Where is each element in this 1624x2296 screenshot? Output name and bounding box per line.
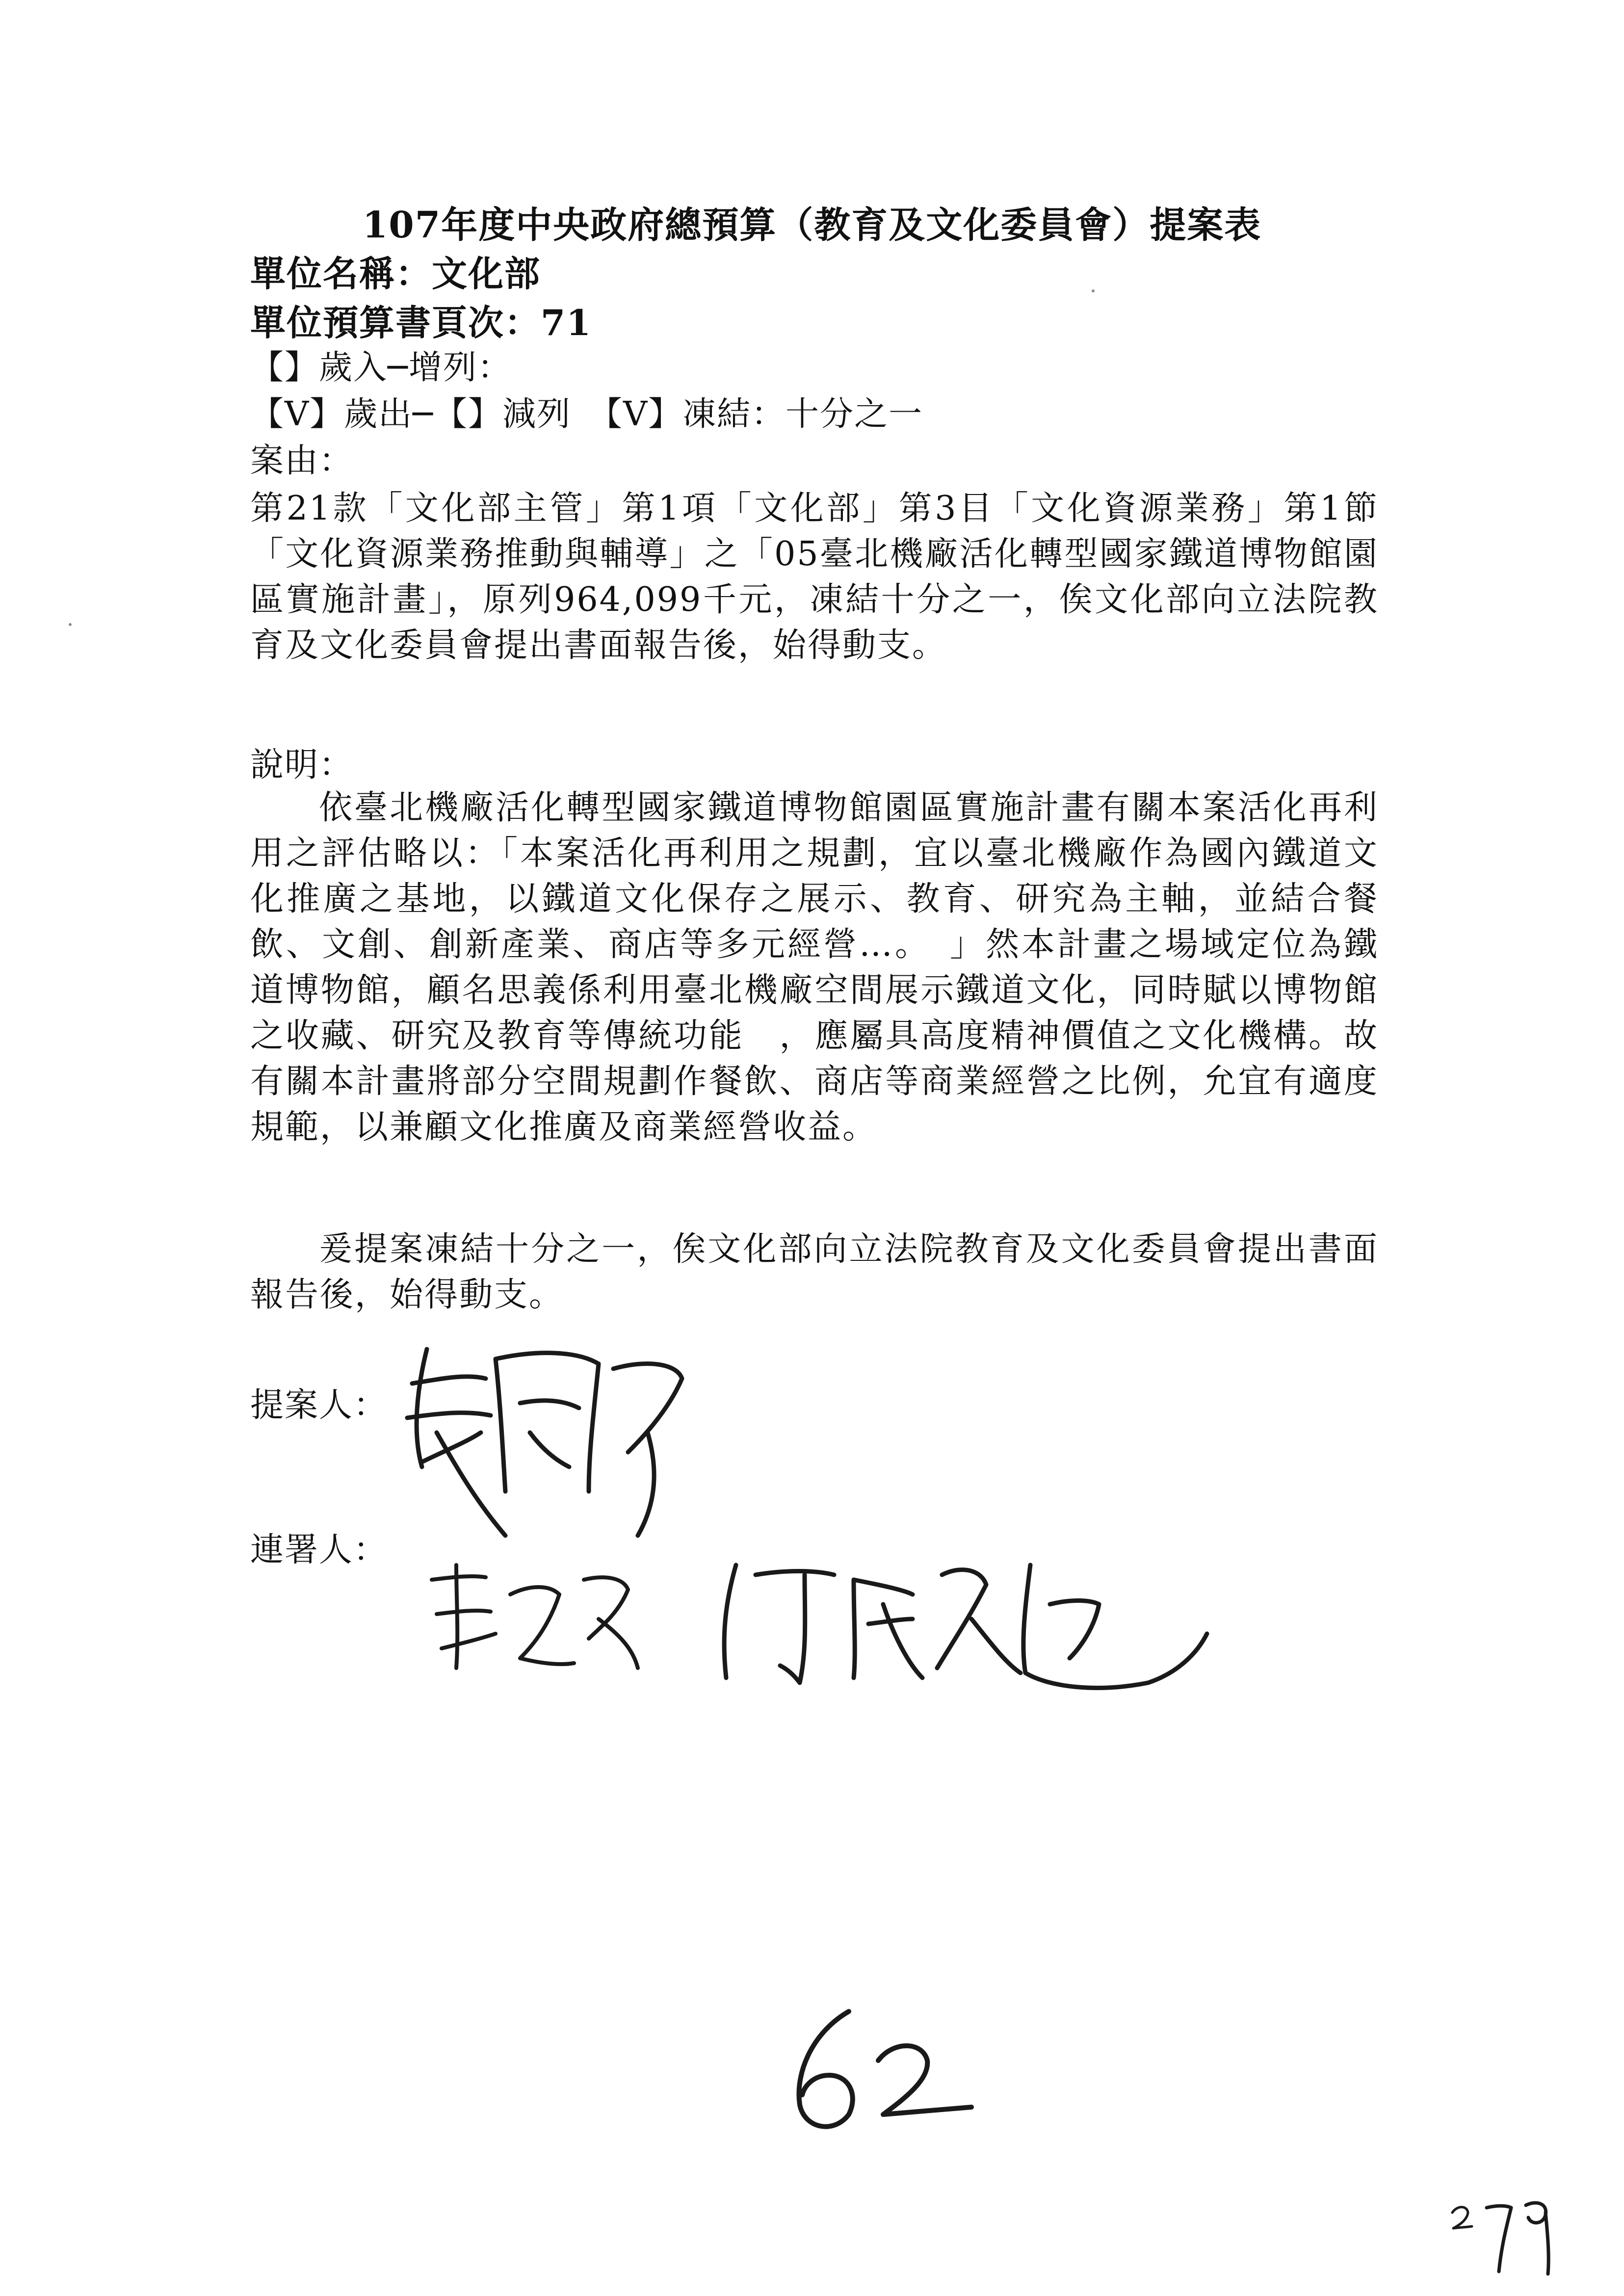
- unit-page: 單位預算書頁次：71: [250, 302, 592, 343]
- explanation-paragraph-2: 爰提案凍結十分之一，俟文化部向立法院教育及文化委員會提出書面報告後，始得動支。: [250, 1230, 1379, 1314]
- handwritten-corner-number: [1447, 2198, 1560, 2276]
- proposer-label: 提案人：: [250, 1386, 388, 1425]
- explanation-paragraph-1: 依臺北機廠活化轉型國家鐵道博物館園區實施計畫有關本案活化再利用之評估略以：「本案活化再利用之規劃，宜以臺北機廠作為國內鐵道文化推廣之基地，以鐵道文化保存之展示、教育、研究為主軸，並結合餐飲、文創、創新產業、商店等多元經營…。 」然本計畫之場域定位為鐵道博物館，顧名思義係利用臺北機廠空間展示鐵道文化，同時賦以博物館之收藏、研究及教育等傳統功能 ，應屬具高度精神價值之文化機構。故有關本計畫將部分空間規劃作餐飲、商店等商業經營之比例，允宜有適度規範，以兼顧文化推廣及商業經營收益。: [250, 788, 1379, 1147]
- handwritten-page-number: [775, 2002, 981, 2139]
- proposer-signature: [383, 1305, 756, 1560]
- scan-speck: [69, 623, 72, 626]
- cosigner-signature-1: [422, 1550, 677, 1697]
- expenditure-line: 【V】歲出─【】減列 【V】凍結：十分之一: [250, 395, 923, 434]
- explanation-label: 說明：: [250, 746, 354, 784]
- document-title: 107年度中央政府總預算（教育及文化委員會）提案表: [362, 204, 1262, 246]
- cosigner-signature-2: [707, 1545, 1227, 1702]
- revenue-line: 【】歲入─增列：: [250, 348, 512, 387]
- scan-speck: [1092, 289, 1095, 292]
- reason-label: 案由：: [250, 442, 354, 480]
- reason-text: 第21款「文化部主管」第1項「文化部」第3目「文化資源業務」第1節「文化資源業務推動與輔導」之「05臺北機廠活化轉型國家鐵道博物館園區實施計畫」，原列964,099千元，凍結十分之一，俟文化部向立法院教育及文化委員會提出書面報告後，始得動支。: [250, 489, 1379, 665]
- unit-name: 單位名稱：文化部: [250, 253, 541, 294]
- cosigner-label: 連署人：: [250, 1531, 388, 1569]
